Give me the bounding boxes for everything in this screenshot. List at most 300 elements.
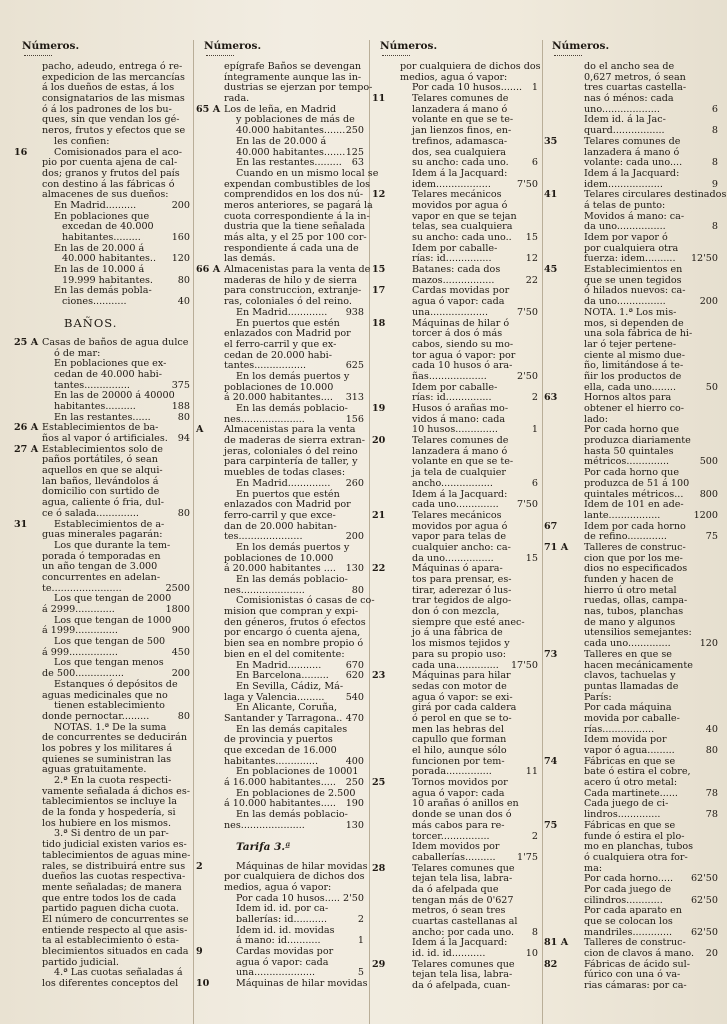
entry-text: En Barcelona......... (236, 670, 329, 682)
entry-text: ja tela de cualquier (412, 467, 506, 479)
entry-text: tes..................... (224, 531, 303, 543)
entry-amount: 938 (345, 306, 364, 318)
entry-text: lanzadera á mano ó (412, 103, 508, 115)
entry-text: ó perol en que se to- (412, 712, 512, 724)
entry-line (544, 340, 720, 351)
entry-text: que se colocan los (584, 916, 673, 927)
entry-text: jan lienzos finos, en- (412, 125, 512, 137)
entry-line (14, 883, 192, 894)
entry-amount: 2'50 (343, 892, 364, 904)
entry-text: En las de 20.000 á (54, 242, 145, 254)
entry-text: Tornos movidos por (412, 777, 508, 789)
entry-text: ñas................... (412, 370, 487, 382)
entry-text: Idem movidos por (412, 841, 500, 853)
entry-text: funde ó estira el plo- (584, 830, 685, 842)
entry-text: su ancho: cada uno. (412, 157, 509, 169)
entry-line (372, 853, 540, 864)
entry-text: más alta, y el 25 por 100 cor- (224, 232, 367, 243)
entry-text: Telares comunes de (412, 435, 509, 447)
entry-number: 65 A (196, 103, 221, 115)
entry-text: para carpintería de taller, y (224, 456, 358, 468)
heading-text: BAÑOS. (64, 315, 118, 330)
entry-text: En Sevilla, Cádiz, Má- (236, 680, 344, 692)
entry-text: partido paguen dicha cuota. (42, 903, 179, 915)
entry-amount: 7'50 (517, 499, 538, 511)
entry-line (544, 821, 720, 832)
entry-text: entiende respecto al que asis- (42, 924, 188, 936)
entry-number: 21 (372, 509, 386, 521)
entry-text: En las restantes...... (54, 411, 151, 423)
entry-text: les confien: (54, 135, 110, 147)
entry-text: Idem por vapor ó (584, 232, 668, 243)
entry-text: En poblaciones de 2.500 (236, 787, 356, 799)
entry-text: ciones........... (62, 296, 127, 308)
entry-text: Almacenistas para la venta (224, 424, 356, 436)
entry-text: rías: id............... (412, 253, 492, 265)
entry-line (196, 82, 373, 94)
entry-text: dustria que la tiene señalada (224, 221, 366, 233)
entry-text: Cardas movidas por (412, 285, 510, 297)
entry-amount: 80 (177, 411, 190, 423)
entry-text: En las demás capitales (236, 723, 348, 735)
entry-text: medios, agua ó vapor: (224, 881, 332, 893)
entry-line (544, 169, 720, 180)
entry-text: agua ó vapor: cada (412, 787, 505, 799)
entry-text: porada............... (412, 766, 492, 778)
entry-text: 4.ª Las cuotas señaladas á (54, 967, 183, 979)
entry-text: ó de mar: (54, 347, 101, 359)
entry-text: uno................... (584, 103, 660, 115)
entry-line (14, 680, 192, 691)
entry-text: rada. (224, 93, 250, 105)
entry-text: epígrafe Baños se devengan (224, 61, 362, 72)
entry-amount: 470 (345, 712, 364, 724)
entry-amount: 1 (531, 82, 538, 94)
entry-text: á 2999............. (42, 604, 115, 615)
entry-line (196, 167, 379, 180)
entry-text: á telas de punto: (584, 199, 666, 211)
entry-text: En puertos que estén (236, 488, 340, 500)
entry-text: Movidos á mano: ca- (584, 210, 685, 222)
entry-text: almacenes de sus dueños: (42, 189, 169, 201)
entry-text: Idem por cada horno (584, 520, 686, 532)
entry-amount: 190 (345, 798, 364, 810)
entry-text: los hubiere en los mismos. (42, 817, 172, 829)
header-rule (382, 55, 410, 56)
entry-text: Máquinas de hilar movidas (236, 978, 368, 990)
entry-line (196, 308, 366, 319)
entry-amount: 94 (177, 433, 190, 444)
entry-text: Talleres de construc- (584, 937, 686, 949)
entry-text: Telares comunes de (584, 135, 681, 147)
entry-text: habitantes.......... (54, 400, 136, 412)
entry-text: hierro ú otro metal (584, 584, 677, 596)
entry-line (196, 244, 366, 255)
entry-text: Telares mecánicos (412, 509, 502, 521)
entry-text: Husos ó arañas mo- (412, 403, 509, 414)
entry-line (372, 137, 540, 148)
entry-amount: 620 (345, 670, 364, 682)
entry-text: íntegramente aunque las in- (224, 71, 362, 83)
entry-text: nes..................... (224, 413, 305, 425)
entry-text: Máquinas de hilar movidas (236, 860, 368, 872)
entry-text: donde pernoctar......... (42, 710, 150, 722)
entry-text: blecimientos situados en cada (42, 946, 189, 957)
entry-text: pio por cuenta ajena de cal- (42, 157, 178, 169)
entry-text: para su propio uso: (412, 648, 507, 660)
entry-text: En puertos que estén (236, 317, 340, 329)
entry-text: partido judicial. (42, 956, 119, 968)
entry-number: 63 (544, 392, 558, 404)
entry-amount: 7'50 (517, 178, 538, 190)
entry-text: obtener el hierro co- (584, 403, 685, 414)
entry-number: 20 (372, 435, 386, 447)
entry-amount: 20 (705, 948, 718, 960)
entry-text: París: (584, 691, 612, 703)
entry-text: lindros.............. (584, 809, 661, 821)
column-header: Números. (552, 40, 610, 52)
entry-line (14, 370, 192, 381)
entry-amount: 2 (357, 913, 364, 925)
entry-text: siempre que esté anec- (412, 616, 525, 628)
entry-text: dios no especificados (584, 563, 688, 575)
entry-number: 82 (544, 958, 558, 970)
entry-text: rales, se distribuirá entre sus (42, 860, 186, 872)
entry-text: expedicion de las mercancías (42, 71, 185, 83)
entry-line (544, 682, 720, 693)
entry-number: 35 (544, 135, 558, 147)
entry-amount: 8 (711, 125, 718, 137)
entry-number: 81 A (544, 937, 569, 949)
entry-text: bate ó estira el cobre, (584, 766, 691, 778)
entry-text: fuerza: idem.......... (584, 253, 676, 265)
entry-text: por cualquiera de dichos dos (400, 61, 541, 72)
entry-text: tablecimientos de aguas mine- (42, 849, 191, 861)
entry-text: utensilios semejantes: (584, 627, 692, 639)
entry-text: respondiente á cada una de (224, 242, 359, 254)
entry-text: 19.999 habitantes. (62, 274, 153, 286)
entry-line (372, 682, 540, 693)
entry-text: dan de 20.000 habitan- (224, 520, 337, 532)
entry-line (372, 821, 540, 832)
entry-amount: 250 (345, 777, 364, 789)
entry-text: torcer................ (412, 830, 490, 842)
entry-text: lanzadera á mano ó (412, 445, 508, 457)
entry-text: metros, ó sean tres (412, 905, 506, 917)
entry-amount: 250 (345, 125, 364, 137)
entry-amount: 6 (531, 157, 538, 169)
column-header: Números. (204, 40, 262, 52)
entry-amount: 200 (171, 199, 190, 211)
entry-text: te....................... (42, 582, 122, 594)
entry-text: 40.000 habitantes....... (236, 125, 346, 137)
entry-text: maderas de hilo y de sierra (224, 274, 357, 286)
entry-text: men las hebras del (412, 723, 504, 735)
entry-text: 0,627 metros, ó sean (584, 71, 686, 83)
entry-text: Cada martinete...... (584, 787, 678, 799)
entry-text: los mismos tejidos y (412, 638, 510, 650)
entry-amount: 11 (525, 766, 538, 778)
entry-text: quienes se suministran las (42, 753, 172, 765)
entry-amount: 200 (171, 668, 190, 680)
entry-amount: 40 (177, 296, 190, 308)
entry-text: vapor en que se tejan (412, 210, 517, 222)
entry-text: mo en planchas, tubos (584, 841, 694, 853)
entry-amount: 1 (531, 424, 538, 436)
entry-line (196, 340, 366, 351)
entry-text: los pobres y los militares á (42, 742, 173, 754)
entry-number: 2 (196, 860, 203, 872)
entry-line (14, 712, 192, 723)
entry-text: el hilo, aunque sólo (412, 745, 507, 756)
entry-text: para construccion, extranje- (224, 285, 362, 297)
entry-amount: 80 (351, 584, 364, 596)
spacer (14, 308, 192, 314)
entry-text: En las demás pobla- (54, 285, 152, 297)
entry-text: un año tengan de 3.000 (42, 561, 158, 573)
entry-text: que entre todos los de cada (42, 892, 177, 904)
entry-number: 45 (544, 264, 558, 276)
entry-amount: 80 (705, 745, 718, 756)
entry-text: poblaciones de 10.000 (224, 552, 334, 564)
entry-text: Idem id. id. movidas (236, 924, 335, 936)
entry-text: puntas llamadas de (584, 680, 679, 692)
entry-text: lar ó tejer pertene- (584, 338, 677, 350)
entry-line (372, 169, 540, 180)
entry-text: nas, tubos, planchas (584, 606, 684, 618)
entry-text: Estanques ó depósitos de (54, 678, 178, 690)
entry-text: Máquinas de hilar ó (412, 317, 510, 329)
entry-text: NOTA. 1.ª Los mis- (584, 306, 677, 318)
spacer (196, 832, 366, 838)
entry-line (372, 340, 540, 351)
entry-text: Por cada horno que (584, 467, 680, 479)
entry-text: En Madrid.......... (54, 199, 137, 211)
entry-text: ños al vapor ó artificiales. (42, 433, 168, 444)
entry-text: movidos por agua ó (412, 199, 508, 211)
entry-text: bien en el del comitente: (224, 648, 345, 660)
entry-amount: 670 (345, 659, 364, 671)
entry-text: jeras, coloniales ó del reino (224, 445, 358, 457)
entry-line (544, 511, 720, 522)
entry-text: y poblaciones de más de (236, 114, 355, 126)
entry-line (544, 404, 720, 415)
entry-amount: 50 (705, 381, 718, 393)
entry-amount: 62'50 (690, 926, 718, 938)
entry-amount: 78 (705, 787, 718, 799)
entry-text: de 500................ (42, 668, 124, 680)
entry-text: tor agua ó vapor: por (412, 349, 516, 361)
entry-text: á los dueños de estas, á los (42, 82, 175, 94)
entry-text: que se unen tegidos (584, 274, 682, 286)
entry-text: de provincia y puertos (224, 734, 333, 746)
entry-text: movidos por agua ó (412, 520, 508, 532)
entry-amount: 62'50 (690, 894, 718, 906)
entry-text: funden y hacen de (584, 574, 674, 585)
entry-text: ma: (584, 862, 603, 874)
entry-text: ó cualquiera otra for- (584, 851, 688, 863)
entry-text: tantes................. (224, 360, 307, 372)
entry-text: Por cada horno que (584, 424, 680, 436)
entry-text: Santander y Tarragona.. (224, 712, 343, 724)
entry-text: 40.000 habitantes....... (236, 146, 346, 158)
entry-text: de maderas de sierra extran- (224, 435, 365, 447)
entry-text: Idem id. id. por ca- (236, 903, 329, 915)
column-header: Números. (22, 40, 80, 52)
entry-text: Casas de baños de agua dulce (42, 336, 189, 348)
entry-text: cedan de 40.000 habi- (54, 368, 162, 380)
entry-amount: 900 (171, 625, 190, 637)
entry-text: hacen mecánicamente (584, 659, 693, 671)
entry-number: 23 (372, 670, 386, 682)
entry-text: su ancho: cada uno.. (412, 232, 512, 243)
entry-amount: 130 (345, 819, 364, 831)
entry-amount: 63 (351, 157, 364, 169)
entry-amount: 15 (525, 232, 538, 243)
entry-amount: 9 (711, 178, 718, 190)
entry-text: nas ó ménos: cada (584, 93, 674, 105)
entry-number: 73 (544, 648, 558, 660)
entry-text: tablecimientos se incluye la (42, 796, 177, 808)
entry-text: Idem id. á la Jac- (584, 114, 666, 126)
entry-text: fúrico con una ó va- (584, 969, 681, 981)
entry-text: mente señaladas; de manera (42, 881, 182, 893)
entry-text: una sola fábrica de hi- (584, 328, 693, 340)
entry-number: A (196, 424, 204, 436)
entry-line (14, 137, 192, 148)
entry-amount: 5 (357, 967, 364, 979)
entry-line (372, 511, 540, 522)
entry-text: 40.000 habitantes.. (62, 253, 157, 265)
entry-text: Cardas movidas por (236, 946, 334, 957)
entry-text: cedan de 20.000 habi- (224, 349, 332, 361)
entry-line (14, 851, 192, 862)
entry-text: Telares comunes que (412, 958, 515, 970)
entry-text: donde se unan dos ó (412, 809, 512, 821)
entry-amount: 15 (525, 552, 538, 564)
entry-text: ciente al mismo due- (584, 349, 685, 361)
column-3 (372, 40, 540, 1024)
entry-text: á 16.000 habitantes..... (224, 777, 336, 789)
entry-text: Fábricas en que se (584, 755, 676, 767)
entry-text: En las restantes......... (236, 157, 342, 169)
entry-number: 27 A (14, 443, 39, 455)
entry-number: 16 (14, 146, 28, 158)
entry-text: cabos, siendo su mo- (412, 338, 514, 350)
entry-text: Los que tengan de 500 (54, 636, 166, 648)
entry-text: habitantes.............. (224, 755, 319, 767)
entry-text: á 20.000 habitantes .... (224, 563, 336, 575)
entry-line (196, 821, 366, 832)
header-rule (554, 55, 582, 56)
entry-text: tido judicial existen varios es- (42, 839, 187, 851)
entry-text: Los que tengan menos (54, 657, 164, 669)
entry-number: 66 A (196, 264, 221, 276)
entry-amount: 1800 (165, 604, 190, 615)
entry-text: Idem á la Jacquard: (584, 167, 680, 179)
entry-text: agua ó vapor: se exi- (412, 691, 513, 703)
entry-text: da ó afelpada que (412, 883, 499, 895)
entry-line (372, 981, 540, 992)
entry-number: 26 A (14, 422, 39, 434)
entry-amount: 2 (531, 392, 538, 404)
entry-text: cion de clavos á mano. (584, 948, 695, 960)
entry-text: movida por caballe- (584, 712, 680, 724)
entry-text: jo á una fábrica de (412, 627, 503, 639)
entry-text: Idem de 101 en ade- (584, 499, 684, 511)
entry-text: volante en que se te- (412, 456, 514, 468)
entry-text: Batanes: cada dos (412, 264, 501, 276)
entry-text: las demás. (224, 253, 276, 265)
entry-line (544, 853, 720, 864)
entry-text: agua ó vapor: cada (236, 956, 329, 968)
entry-number: 67 (544, 520, 558, 532)
entry-text: En poblaciones que ex- (54, 358, 167, 370)
entry-amount: 8 (711, 157, 718, 169)
column-header: Números. (380, 40, 438, 52)
entry-text: Cuando en un mismo local se (236, 167, 379, 179)
entry-text: Por cada 10 husos....... (412, 82, 523, 94)
entry-text: comprendidos en los dos nú- (224, 189, 364, 201)
entry-amount: 8 (711, 221, 718, 233)
entry-amount: 2 (531, 830, 538, 842)
entry-text: acero ú otro metal: (584, 777, 678, 789)
entry-text: Idem á la Jacquard: (412, 167, 508, 179)
entry-text: 3.ª Si dentro de un par- (54, 828, 169, 840)
entry-line (372, 308, 540, 319)
entry-text: Telares circulares destinados (584, 189, 727, 201)
header-rule (24, 55, 52, 56)
entry-line (14, 297, 192, 308)
entry-amount: 625 (345, 360, 364, 372)
entry-text: tejan tela lisa, labra- (412, 873, 513, 885)
entry-text: aguas gratuitamente. (42, 764, 147, 776)
entry-text: vapor para telas de (412, 531, 507, 543)
entry-amount: 1200 (693, 509, 718, 521)
entry-text: á 10.000 habitantes..... (224, 798, 336, 810)
entry-text: En Madrid.............. (236, 477, 331, 489)
entry-line (14, 169, 192, 180)
entry-text: ó á los padrones de los bu- (42, 103, 172, 115)
entry-line (196, 682, 366, 693)
entry-text: Idem movida por (584, 734, 667, 746)
entry-text: mision que compran y expi- (224, 606, 359, 618)
entry-text: laga y Valencia......... (224, 691, 325, 703)
entry-text: Cada juego de ci- (584, 798, 669, 810)
entry-text: En Alicante, Coruña, (236, 702, 338, 714)
tariff-heading (196, 840, 366, 854)
entry-line (196, 511, 366, 522)
entry-text: de concurrentes se deducirán (42, 732, 187, 744)
entry-amount: 80 (177, 274, 190, 286)
section-heading (14, 316, 192, 330)
entry-text: una................... (412, 306, 489, 318)
entry-text: da uno................ (584, 221, 666, 233)
entry-text: aguas medicinales que no (42, 689, 168, 701)
entry-amount: 17'50 (510, 659, 538, 671)
entry-text: En Madrid........... (236, 659, 322, 671)
entry-text: Idem por caballe- (412, 381, 498, 393)
entry-text: vapor ó agua......... (584, 745, 675, 756)
entry-text: vidos á mano: cada (412, 413, 506, 425)
entry-text: Fábricas en que se (584, 819, 676, 831)
entry-text: girá por cada caldera (412, 702, 517, 714)
entry-amount: 1 (357, 935, 364, 947)
entry-text: capullo que forman (412, 734, 507, 746)
entry-text: una.................... (236, 967, 316, 979)
entry-text: tantes............... (54, 379, 130, 391)
entry-text: agua ó vapor: cada (412, 296, 505, 308)
